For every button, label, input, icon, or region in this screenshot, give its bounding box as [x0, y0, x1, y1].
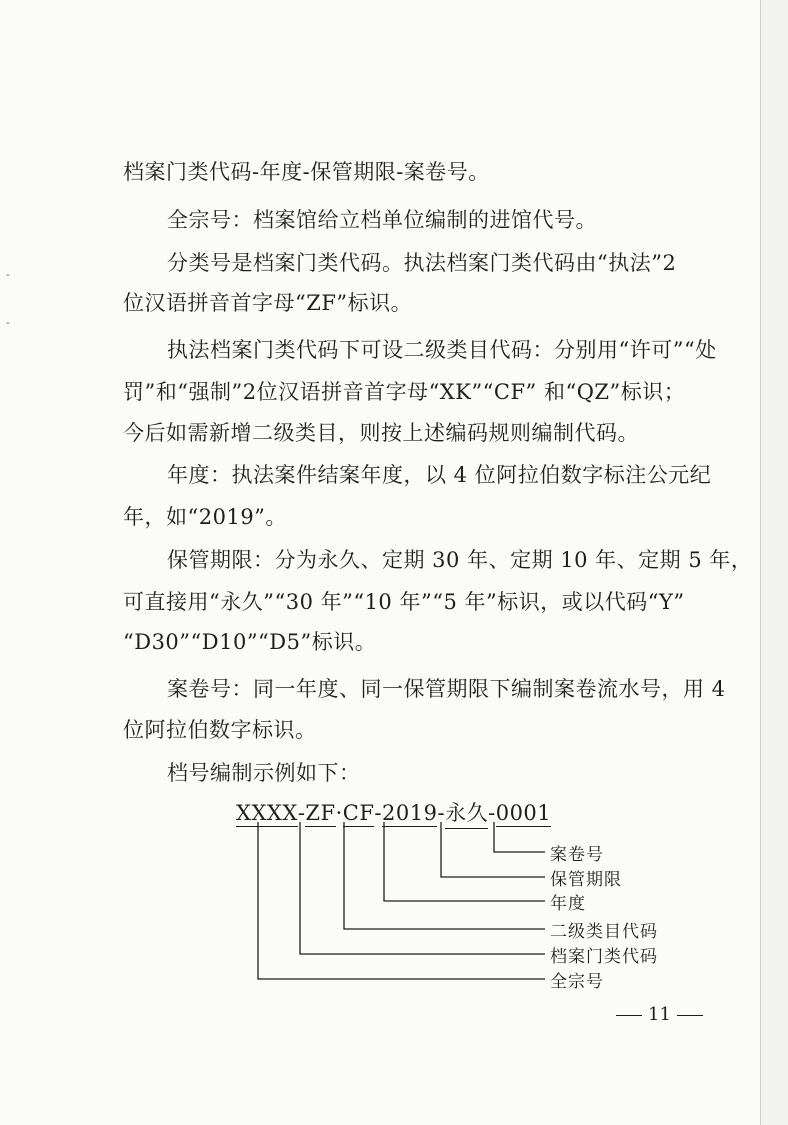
- paragraph-line: 今后如需新增二级类目，则按上述编码规则编制代码。: [123, 421, 639, 445]
- page-number: [610, 1004, 709, 1025]
- paragraph-line: 保管期限：分为永久、定期 30 年、定期 10 年、定期 5 年，: [167, 548, 753, 572]
- paragraph-line: 年，如“2019”。: [123, 505, 287, 529]
- code-separator: -: [488, 801, 496, 825]
- paragraph-line: 案卷号：同一年度、同一保管期限下编制案卷流水号，用 4: [167, 677, 726, 701]
- scan-mark: -: [6, 270, 10, 281]
- label-fonds: 全宗号: [550, 972, 604, 992]
- paragraph-line: 分类号是档案门类代码。执法档案门类代码由“执法”2: [167, 251, 677, 275]
- leader-year: [384, 822, 545, 901]
- leader-subcategory: [344, 822, 545, 929]
- paragraph-line: 位阿拉伯数字标识。: [123, 718, 317, 742]
- scan-mark: -: [6, 318, 10, 329]
- page-number-dash: [616, 1015, 642, 1016]
- paragraph-line: 档号编制示例如下：: [167, 761, 361, 785]
- code-year: 2019: [382, 801, 438, 825]
- code-dot: ·: [335, 801, 343, 825]
- leader-category: [300, 822, 545, 954]
- label-retention: 保管期限: [550, 870, 622, 890]
- code-fonds: XXXX: [236, 801, 298, 825]
- code-separator: -: [374, 801, 383, 825]
- code-category: ZF: [305, 801, 336, 825]
- label-year: 年度: [550, 894, 586, 914]
- paragraph-line: 可直接用“永久”“30 年”“10 年”“5 年”标识，或以代码“Y”: [123, 590, 685, 614]
- paragraph-line: 年度：执法案件结案年度，以 4 位阿拉伯数字标注公元纪: [167, 463, 712, 487]
- label-category: 档案门类代码: [550, 947, 658, 967]
- paragraph-line: “D30”“D10”“D5”标识。: [123, 630, 377, 654]
- code-file-no: 0001: [495, 801, 552, 825]
- paragraph-line: 罚”和“强制”2位汉语拼音首字母“XK”“CF” 和“QZ”标识；: [123, 380, 686, 404]
- code-separator: -: [297, 801, 306, 825]
- leader-retention: [441, 822, 545, 877]
- paragraph-line: 执法档案门类代码下可设二级类目代码：分别用“许可”“处: [167, 338, 717, 362]
- page-number-value: 11: [648, 1004, 671, 1025]
- code-subcategory: CF: [342, 801, 375, 825]
- leader-file-no: [494, 822, 545, 852]
- code-retention: 永久: [445, 797, 488, 829]
- code-separator: -: [437, 801, 446, 825]
- paragraph-line: 位汉语拼音首字母“ZF”标识。: [123, 291, 413, 315]
- label-file-no: 案卷号: [550, 845, 604, 865]
- paragraph-line: 全宗号：档案馆给立档单位编制的进馆代号。: [167, 208, 597, 232]
- paragraph-line: 档案门类代码-年度-保管期限-案卷号。: [123, 160, 490, 184]
- label-subcategory: 二级类目代码: [550, 922, 658, 942]
- page-number-dash: [677, 1015, 703, 1016]
